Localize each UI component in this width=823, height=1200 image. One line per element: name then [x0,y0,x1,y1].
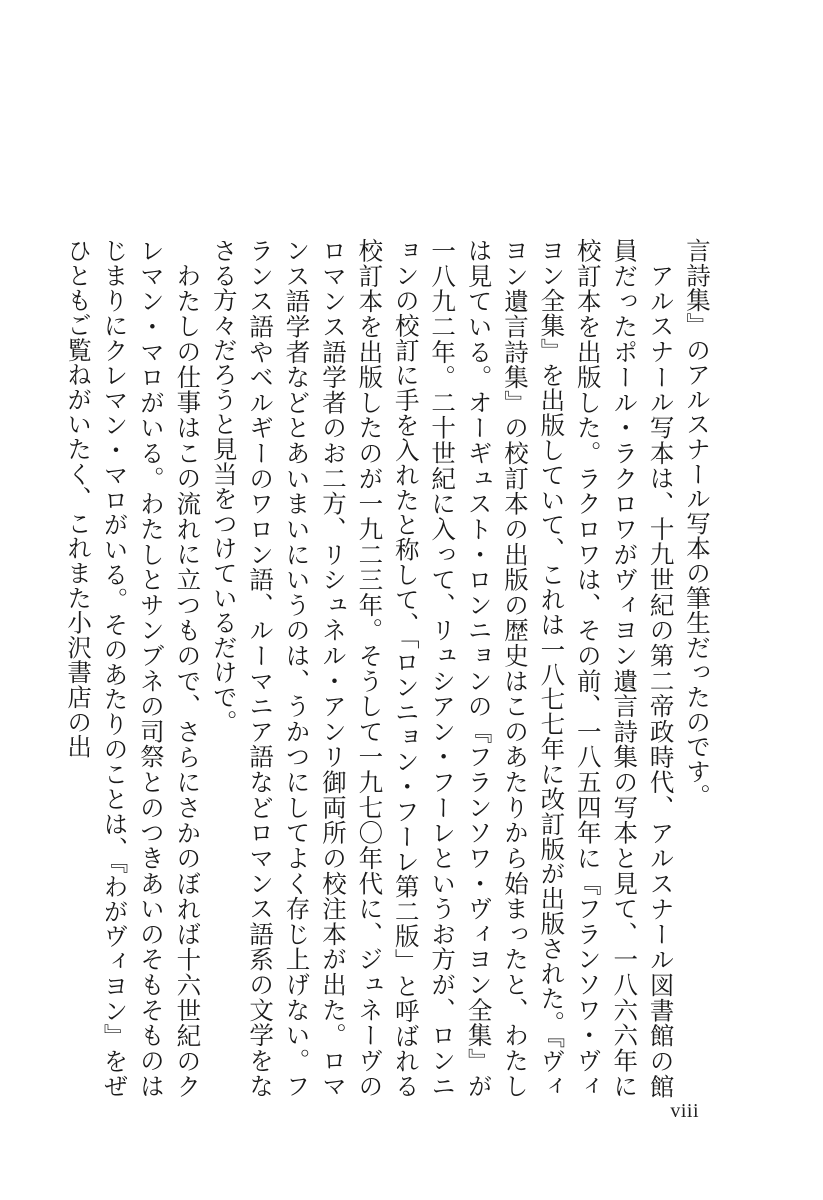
paragraph-arsenal-manuscript: アルスナール写本は、十九世紀の第二帝政時代、アルスナール図書館の館員だったポール・ラクロワがヴィヨン遺言詩集の写本と見て、一八六六年に校訂本を出版した。ラクロワは、その前、一八五四年に『フランソワ・ヴィヨン全集』を出版していて、これは一八七七年に改訂版が出版された。『ヴィヨン遺言詩集』の校訂本の出版の歴史はこのあたりから始まったと、わたしは見ている。オーギュスト・ロンニョンの『フランソワ・ヴィヨン全集』が一八九二年。二十世紀に入って、リュシアン・フーレというお方が、ロンニョンの校訂に手を入れたと称して、「ロンニョン・フーレ第二版」と呼ばれる校訂本を出版したのが一九二三年。そうして一九七〇年代に、ジュネーヴのロマンス語学者のお二方、リシュネル・アンリ御両所の校注本が出た。ロマンス語学者などとあいまいにいうのは、うかつにしてよく存じ上げない。フランス語やベルギーのワロン語、ルーマニア語などロマンス語系の文学をなさる方々だろうと見当をつけているだけで。 [209,238,676,1098]
vertical-text-body [64,238,715,1098]
page-number: viii [670,1100,699,1122]
paragraph-clement-marot: わたしの仕事はこの流れに立つもので、さらにさかのぼれば十六世紀のクレマン・マロがいる。わたしとサンブネの司祭とのつきあいのそもそものはじまりにクレマン・マロがいる。そのあたりのことは、『わがヴィヨン』をぜひともご覧ねがいたく、これまた小沢書店の出 [64,238,203,1098]
paragraph-continuation: 言詩集』のアルスナール写本の筆生だったのです。 [683,238,712,809]
